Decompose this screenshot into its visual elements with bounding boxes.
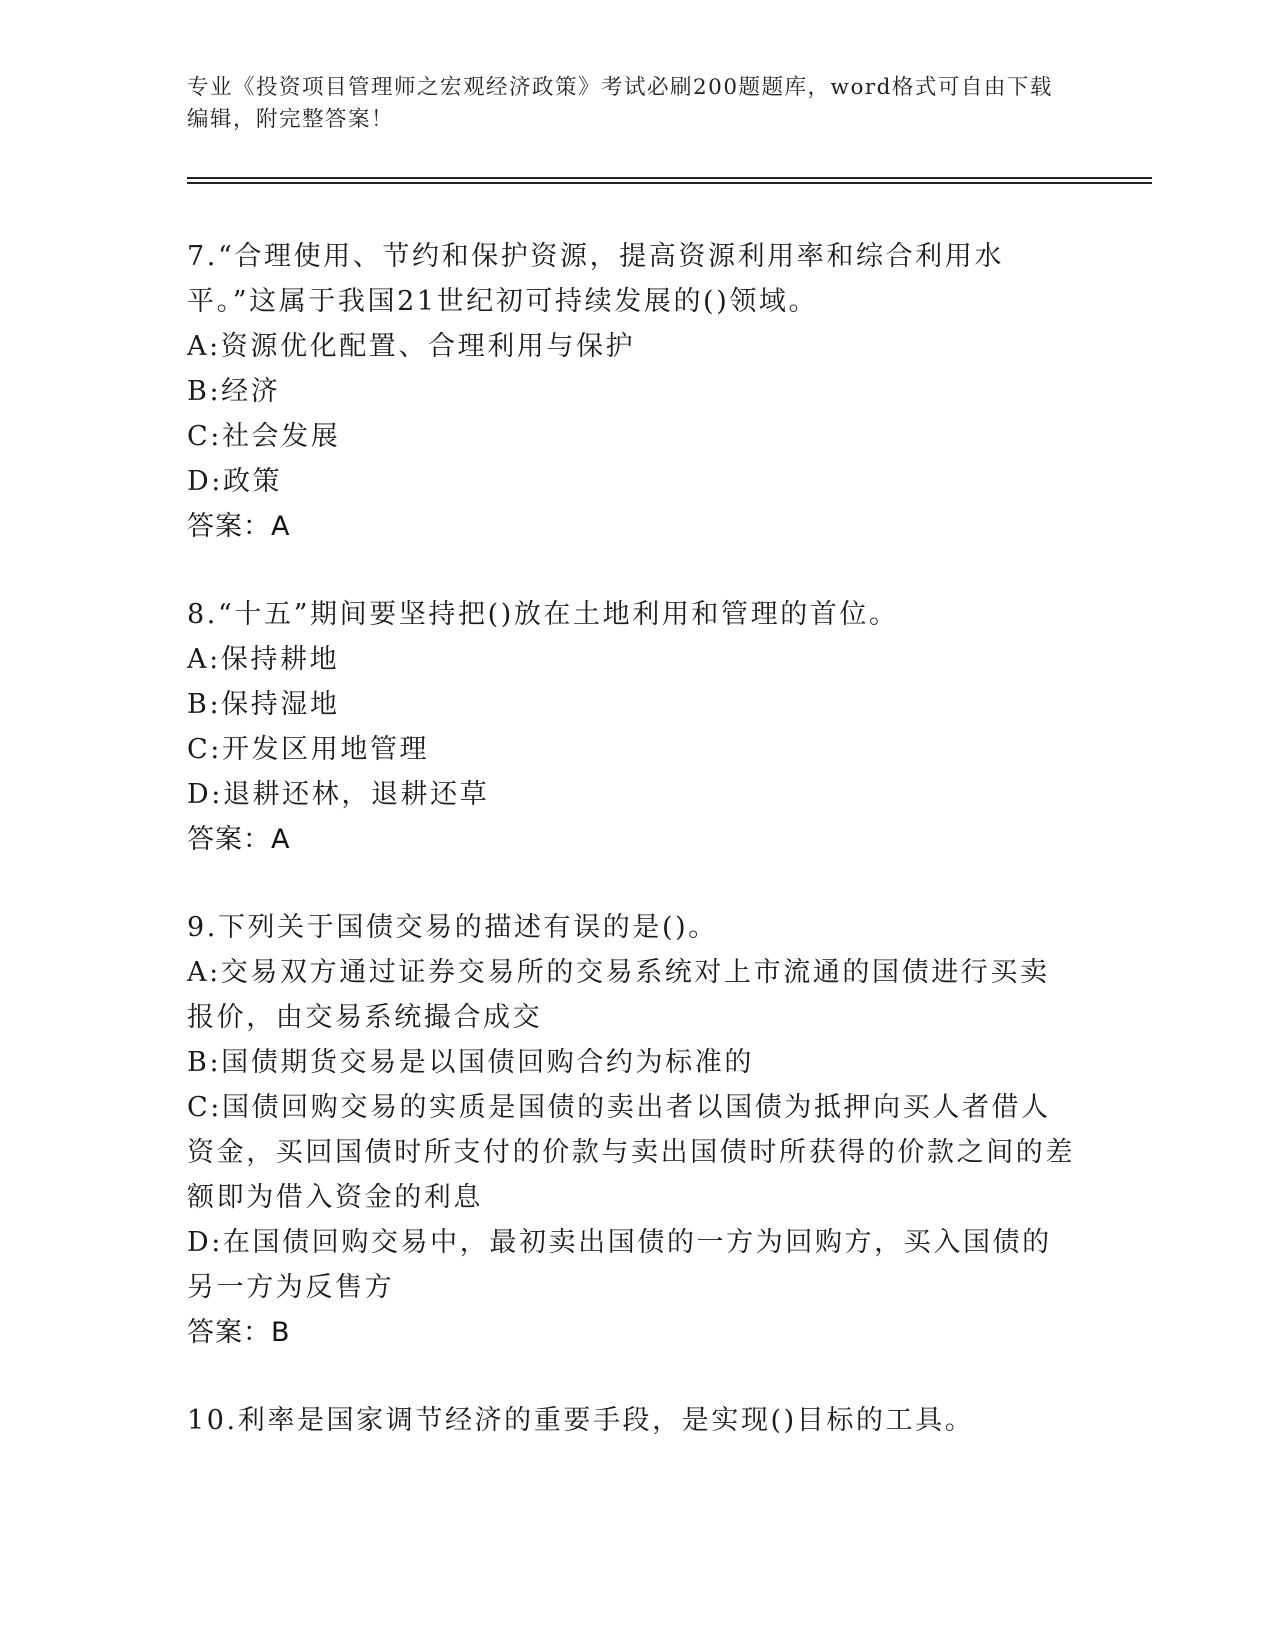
option-d: D:政策 (187, 466, 283, 497)
option-d: D:退耕还林，退耕还草 (187, 779, 490, 810)
option-c: C:开发区用地管理 (187, 734, 430, 765)
question-stem: 10.利率是国家调节经济的重要手段，是实现()目标的工具。 (187, 1405, 975, 1436)
option-a: A:交易双方通过证券交易所的交易系统对上市流通的国债进行买卖报价，由交易系统撮合成交 (187, 957, 1050, 1033)
option-c: C:社会发展 (187, 421, 341, 452)
question-list (187, 234, 1077, 1486)
answer-line: 答案：A (187, 824, 291, 855)
question-10 (187, 1398, 1077, 1443)
option-d: D:在国债回购交易中，最初卖出国债的一方为回购方，买入国债的另一方为反售方 (187, 1227, 1052, 1303)
answer-line: 答案：B (187, 1317, 291, 1348)
question-stem: 7.“合理使用、节约和保护资源，提高资源利用率和综合利用水平。”这属于我国21世纪初可持续发展的()领域。 (187, 241, 1004, 317)
header-rule-bottom (187, 182, 1152, 184)
question-8 (187, 592, 1077, 862)
option-a: A:资源优化配置、合理利用与保护 (187, 331, 636, 362)
question-7 (187, 234, 1077, 549)
document-header: 专业《投资项目管理师之宏观经济政策》考试必刷200题题库，word格式可自由下载编辑，附完整答案！ (187, 75, 1053, 132)
answer-line: 答案：A (187, 511, 291, 542)
option-b: B:国债期货交易是以国债回购合约为标准的 (187, 1047, 754, 1078)
option-a: A:保持耕地 (187, 644, 340, 675)
question-9 (187, 905, 1077, 1355)
question-stem: 9.下列关于国债交易的描述有误的是()。 (187, 912, 718, 943)
option-c: C:国债回购交易的实质是国债的卖出者以国债为抵押向买人者借人资金，买回国债时所支付的价款与卖出国债时所获得的价款之间的差额即为借入资金的利息 (187, 1092, 1075, 1213)
question-stem: 8.“十五”期间要坚持把()放在土地利用和管理的首位。 (187, 599, 899, 630)
header-rule-top (187, 177, 1152, 179)
option-b: B:经济 (187, 376, 281, 407)
option-b: B:保持湿地 (187, 689, 340, 720)
